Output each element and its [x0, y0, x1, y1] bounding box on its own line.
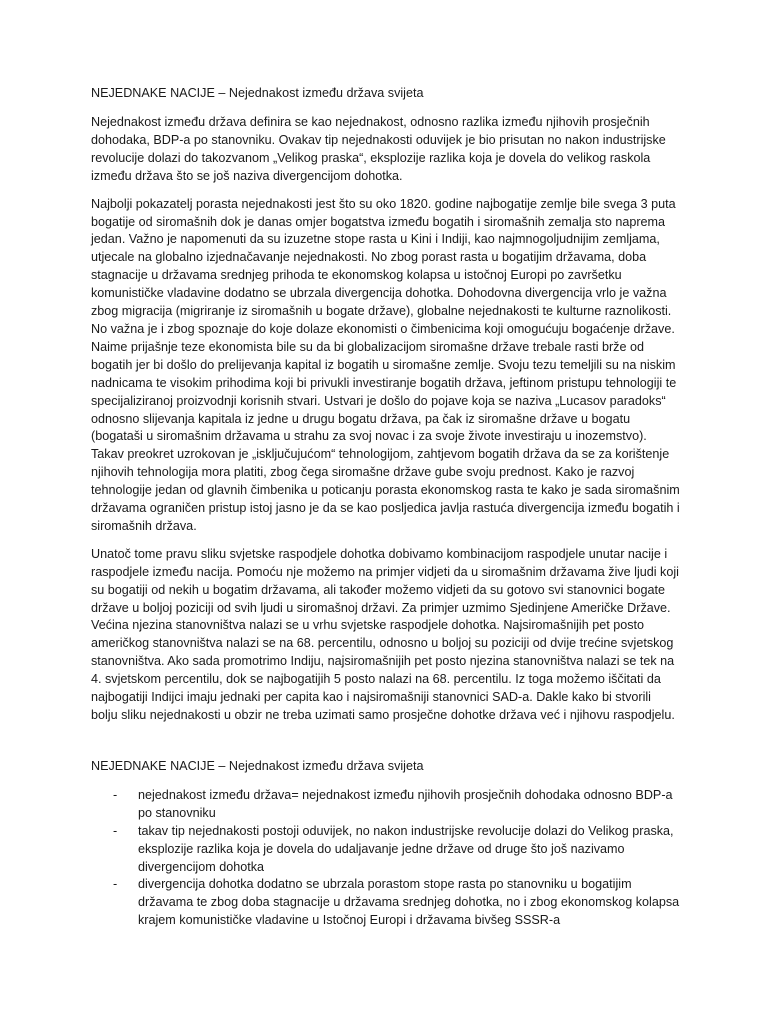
- dash-bullet-icon: -: [113, 823, 118, 838]
- dash-bullet-icon: -: [113, 787, 118, 802]
- section-spacer: [91, 735, 681, 757]
- dash-bullet-icon: -: [113, 877, 118, 892]
- list-item-text: takav tip nejednakosti postoji oduvijek, no nakon industrijske revolucije dolazi do Velikog praska, eksplozije razlika koja je dovela do udaljavanje jedne države od druge što još nazivamo divergencijom dohotka: [138, 823, 674, 874]
- list-item-text: nejednakost između država= nejednakost između njihovih prosječnih dohodaka odnosno BDP-a po stanovniku: [138, 787, 673, 820]
- summary-title: NEJEDNAKE NACIJE – Nejednakost između država svijeta: [91, 758, 424, 773]
- document-title: NEJEDNAKE NACIJE – Nejednakost između država svijeta: [91, 86, 424, 100]
- document-page: [91, 84, 681, 930]
- paragraph-definition: Nejednakost između država definira se kao nejednakost, odnosno razlika između njihovih prosječnih dohodaka, BDP-a po stanovniku. Ovakav tip nejednakosti oduvijek je bio prisutan no nakon industrijske revolucije dolazi do takozvanom „Velikog praska“, eksplozije razlika koja je dovela do velikog raskola između država što se još naziva divergencijom dohotka.: [91, 115, 666, 183]
- list-item-text: divergencija dohotka dodatno se ubrzala porastom stope rasta po stanovniku u bogatijim državama te zbog doba stagnacije u državama srednjeg dohotka, no i zbog ekonomskog kolapsa krajem komunističke vladavine u Istočnoj Europi i državama bivšeg SSSR-a: [138, 877, 680, 928]
- paragraph-growth-indicator: Najbolji pokazatelj porasta nejednakosti jest što su oko 1820. godine najbogatije zemlje bile svega 3 puta bogatije od siromašnih dok je danas omjer bogatstva između bogatih i siromašnih zemalja sto naprema jedan. Važno je napomenuti da su izuzetne stope rasta u Kini i Indiji, kao najmnogoljudnijim zemljama, utjecale na globalno izjednačavanje nejednakosti. No zbog porast rasta u bogatijim državama, doba stagnacije u državama srednjeg prihoda te ekonomskog kolapsa u istočnoj Europi po završetku komunističke vladavine dodatno se ubrzala divergencija dohotka. Dohodovna divergencija vrlo je važna zbog migracija (migriranje iz siromašnih u bogate države), globalne nejednakosti te kulturne raznolikosti. No važna je i zbog spoznaje do koje dolaze ekonomisti o čimbenicima koji omogućuju bogaćenje države. Naime prijašnje teze ekonomista bile su da bi globalizacijom siromašne države trebale rasti brže od bogatih jer bi došlo do prelijevanja kapital iz bogatih u siromašne zemlje. Svoju tezu temeljili su na niskim nadnicama te visokim prihodima koji bi privukli investiranje bogatih država, jeftinom pristupu tehnologiji te specijaliziranoj proizvodnji korisnih stvari. Ustvari je došlo do pojave koja se naziva „Lucasov paradoks“ odnosno slijevanja kapitala iz jedne u drugu bogatu država, pa čak iz siromašne države u bogatu (bogataši u siromašnim državama u strahu za svoj novac i za svoje živote investiraju u inozemstvo). Takav preokret uzrokovan je „isključujućom“ tehnologijom, zahtjevom bogatih država da se za korištenje njihovih tehnologija mora platiti, zbog čega siromašne države gube svoju prednost. Kako je razvoj tehnologije jedan od glavnih čimbenika u poticanju porasta ekonomskog rasta te kako je sada siromašnim državama ograničen pristup istoj jasno je da se kao posljedica javlja rastuća divergencija između bogatih i siromašnih država.: [91, 196, 680, 533]
- list-item: [91, 876, 681, 930]
- list-item: [91, 823, 681, 877]
- summary-bullet-list: [91, 787, 681, 930]
- paragraph-world-distribution: Unatoč tome pravu sliku svjetske raspodjele dohotka dobivamo kombinacijom raspodjele unutar nacije i raspodjele između nacija. Pomoću nje možemo na primjer vidjeti da u siromašnim državama žive ljudi koji su bogatiji od nekih u bogatim državama, ali također možemo vidjeti da su gotovo svi stanovnici bogate države u boljoj poziciji od svih ljudi u siromašnoj državi. Za primjer uzmimo Sjedinjene Američke Države. Većina njezina stanovništva nalazi se u vrhu svjetske raspodjele dohotka. Najsiromašnijih pet posto američkog stanovništva nalazi se na 68. percentilu, odnosno u boljoj su poziciji od dvije trećine svjetskog stanovništva. Ako sada promotrimo Indiju, najsiromašnijih pet posto njezina stanovništva nalazi se tek na 4. svjetskom percentilu, dok se najbogatijih 5 posto nalazi na 68. percentilu. Iz toga možemo iščitati da najbogatiji Indijci imaju jednaki per capita kao i najsiromašniji stanovnici SAD-a. Dakle kako bi stvorili bolju sliku nejednakosti u obzir ne treba uzimati samo prosječne dohotke država već i njihovu raspodjelu.: [91, 546, 679, 722]
- list-item: [91, 787, 681, 823]
